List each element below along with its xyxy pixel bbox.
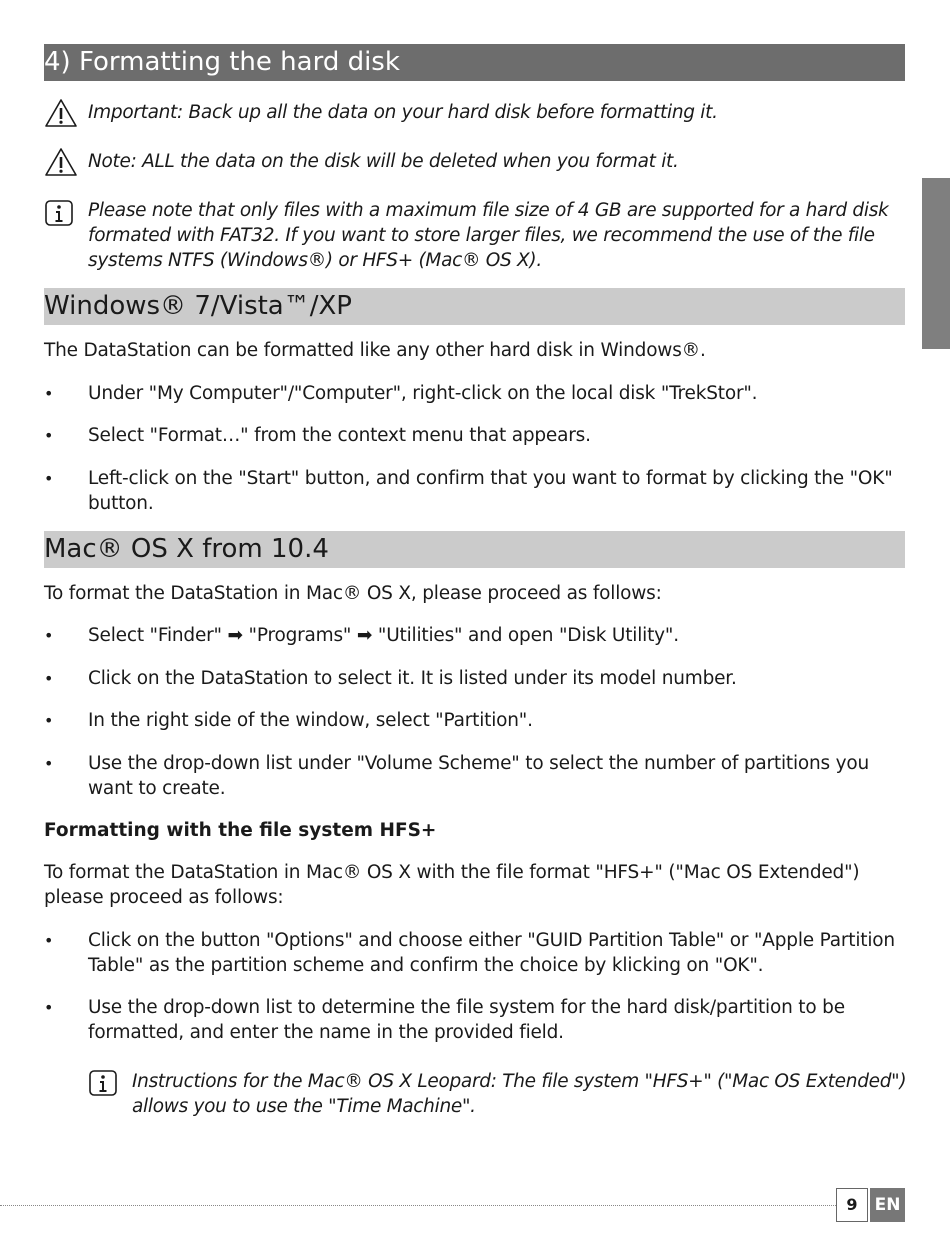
deletion-note: Note: ALL the data on the disk will be deleted when you format it.: [88, 151, 679, 172]
info-icon: [44, 198, 78, 228]
bullet: •: [44, 384, 54, 403]
bullet: •: [44, 998, 54, 1017]
bullet: •: [44, 754, 54, 773]
warning-icon: [44, 147, 78, 177]
important-note: Important: Back up all the data on your hard disk before formatting it.: [88, 102, 718, 123]
time-machine-info: Instructions for the Mac® OS X Leopard: The file system "HFS+" ("Mac OS Extended") allows you to use the "Time Machine".: [132, 1071, 907, 1117]
bullet: •: [44, 426, 54, 445]
windows-step: Left-click on the "Start" button, and confirm that you want to format by clicking the "OK" button.: [88, 468, 893, 514]
bullet: •: [44, 931, 54, 950]
mac-step: Select "Finder" ➡ "Programs" ➡ "Utilities" and open "Disk Utility".: [88, 625, 679, 646]
hfs-intro: To format the DataStation in Mac® OS X with the file format "HFS+" ("Mac OS Extended") please proceed as follows:: [44, 862, 860, 908]
fat32-info: Please note that only files with a maximum file size of 4 GB are supported for a hard disk formated with FAT32. If you want to store larger files, we recommend the use of the file systems NTFS (Windows®) or HFS+ (Mac® OS X).: [88, 200, 889, 271]
bullet: •: [44, 711, 54, 730]
hfs-step: Click on the button "Options" and choose either "GUID Partition Table" or "Apple Partition Table" as the partition scheme and confirm the choice by klicking on "OK".: [88, 930, 895, 976]
mac-step: Click on the DataStation to select it. It is listed under its model number.: [88, 668, 737, 689]
mac-heading: Mac® OS X from 10.4: [44, 531, 905, 568]
bullet: •: [44, 469, 54, 488]
warning-icon: [44, 98, 78, 128]
mac-step: In the right side of the window, select "Partition".: [88, 710, 533, 731]
info-icon: [88, 1068, 122, 1098]
bullet: •: [44, 626, 54, 645]
windows-step: Under "My Computer"/"Computer", right-click on the local disk "TrekStor".: [88, 383, 758, 404]
mac-step: Use the drop-down list under "Volume Scheme" to select the number of partitions you want to create.: [88, 753, 870, 799]
windows-heading: Windows® 7/Vista™/XP: [44, 288, 905, 325]
hfs-heading: Formatting with the file system HFS+: [44, 820, 437, 841]
bullet: •: [44, 669, 54, 688]
section-title: 4) Formatting the hard disk: [44, 44, 905, 81]
mac-intro: To format the DataStation in Mac® OS X, please proceed as follows:: [44, 583, 662, 604]
page-number: 9: [836, 1188, 868, 1222]
side-tab: [922, 178, 950, 349]
windows-intro: The DataStation can be formatted like any other hard disk in Windows®.: [44, 340, 706, 361]
windows-step: Select "Format…" from the context menu that appears.: [88, 425, 591, 446]
language-badge: EN: [870, 1188, 905, 1222]
footer-divider: [0, 1205, 838, 1206]
hfs-step: Use the drop-down list to determine the file system for the hard disk/partition to be formatted, and enter the name in the provided field.: [88, 997, 845, 1043]
